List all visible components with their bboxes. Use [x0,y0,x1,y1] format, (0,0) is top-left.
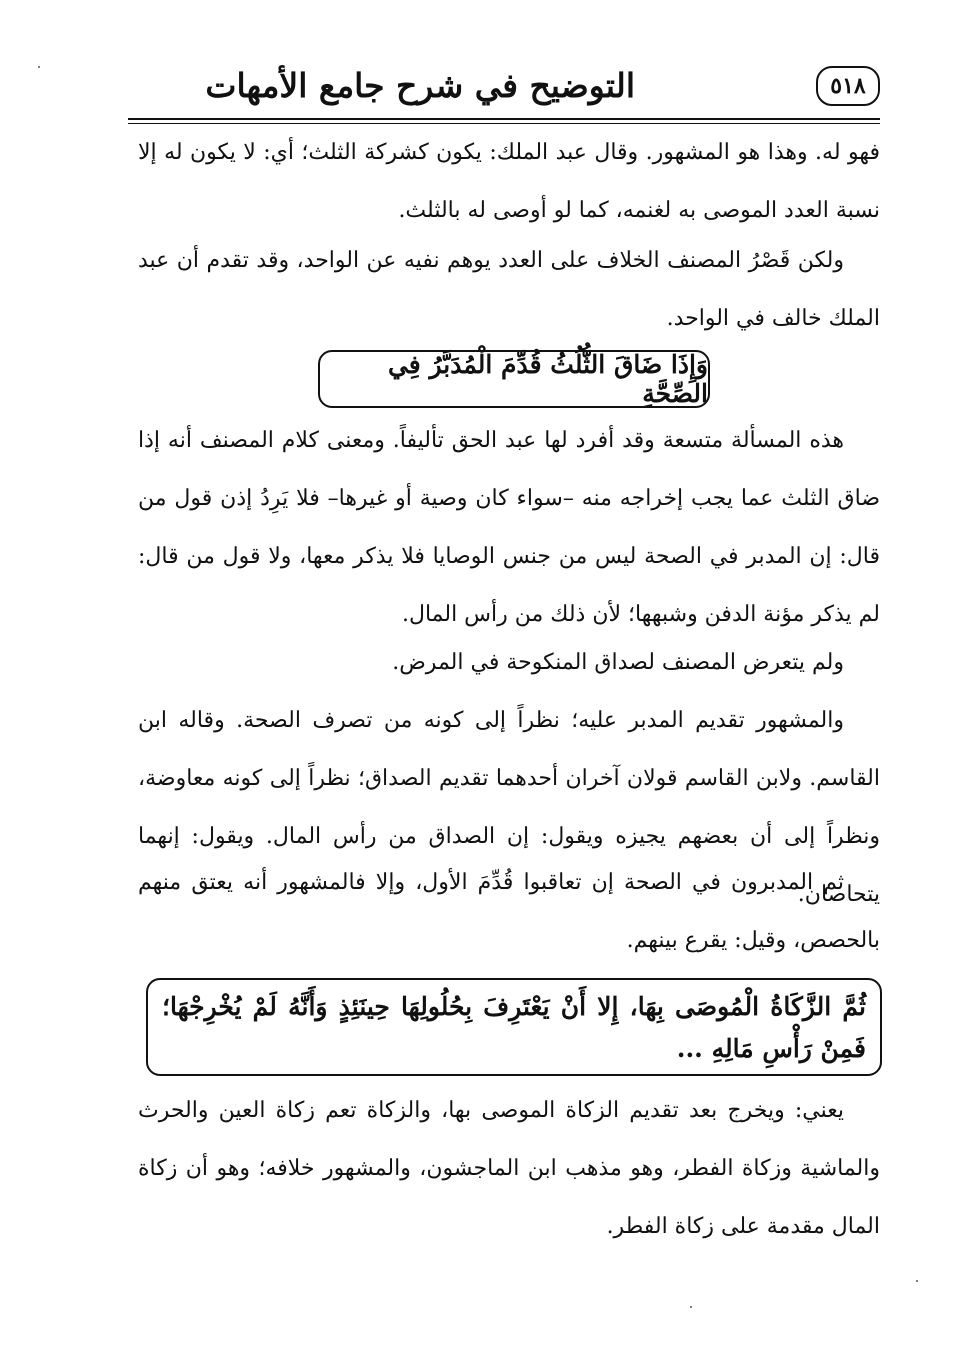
page-header [128,58,880,120]
book-title: التوضيح في شرح جامع الأمهات [205,66,635,105]
paragraph-7: يعني: ويخرج بعد تقديم الزكاة الموصى بها، والزكاة تعم زكاة العين والحرث والماشية وزكاة الفطر، وهو مذهب ابن الماجشون، والمشهور خلافه؛ وهو أن زكاة المال مقدمة على زكاة الفطر. [138,1098,880,1239]
scan-speck [916,1280,918,1282]
page-number: ٥١٨ [830,73,866,99]
scan-speck [690,1306,692,1308]
matn-box-2 [146,978,882,1076]
matn-text-1: وَإِذَا ضَاقَ الثُّلُثُ قُدِّمَ الْمُدَبَّرُ فِي الصِّحَّةِ [387,350,708,408]
paragraph-4: ولم يتعرض المصنف لصداق المنكوحة في المرض. [392,650,844,675]
matn-box-1 [318,350,710,408]
scan-speck [38,66,40,68]
header-rule [128,118,880,120]
page-number-box [816,66,880,106]
paragraph-6: ثم المدبرون في الصحة إن تعاقبوا قُدِّمَ الأول، وإلا فالمشهور أنه يعتق منهم بالحصص، وقيل: يقرع بينهم. [138,870,880,953]
matn-text-2: ثُمَّ الزَّكَاةُ الْمُوصَى بِهَا، إِلا أَنْ يَعْتَرِفَ بِحُلُولِهَا حِينَئِذٍ وَأَنَّهُ لَمْ يُخْرِجْهَا؛ فَمِنْ رَأْسِ مَالِهِ ... [162,992,866,1063]
paragraph-1: فهو له. وهذا هو المشهور. وقال عبد الملك: يكون كشركة الثلث؛ أي: لا يكون له إلا نسبة العدد الموصى به لغنمه، كما لو أوصى له بالثلث. [138,140,880,223]
paragraph-3: هذه المسألة متسعة وقد أفرد لها عبد الحق تأليفاً. ومعنى كلام المصنف أنه إذا ضاق الثلث عما يجب إخراجه منه –سواء كان وصية أو غيرها– فلا يَرِدُ إذن قول من قال: إن المدبر في الصحة ليس من جنس الوصايا فلا يذكر معها، ولا قول من قال: لم يذكر مؤنة الدفن وشبهها؛ لأن ذلك من رأس المال. [138,428,880,627]
paragraph-5: والمشهور تقديم المدبر عليه؛ نظراً إلى كونه من تصرف الصحة. وقاله ابن القاسم. ولابن القاسم قولان آخران أحدهما تقديم الصداق؛ نظراً إلى كونه معاوضة، ونظراً إلى أن بعضهم يجيزه ويقول: إن الصداق من رأس المال. ويقول: إنهما يتحاصان. [138,708,880,907]
paragraph-2: ولكن قَصْرُ المصنف الخلاف على العدد يوهم نفيه عن الواحد، وقد تقدم أن عبد الملك خالف في الواحد. [138,248,880,331]
